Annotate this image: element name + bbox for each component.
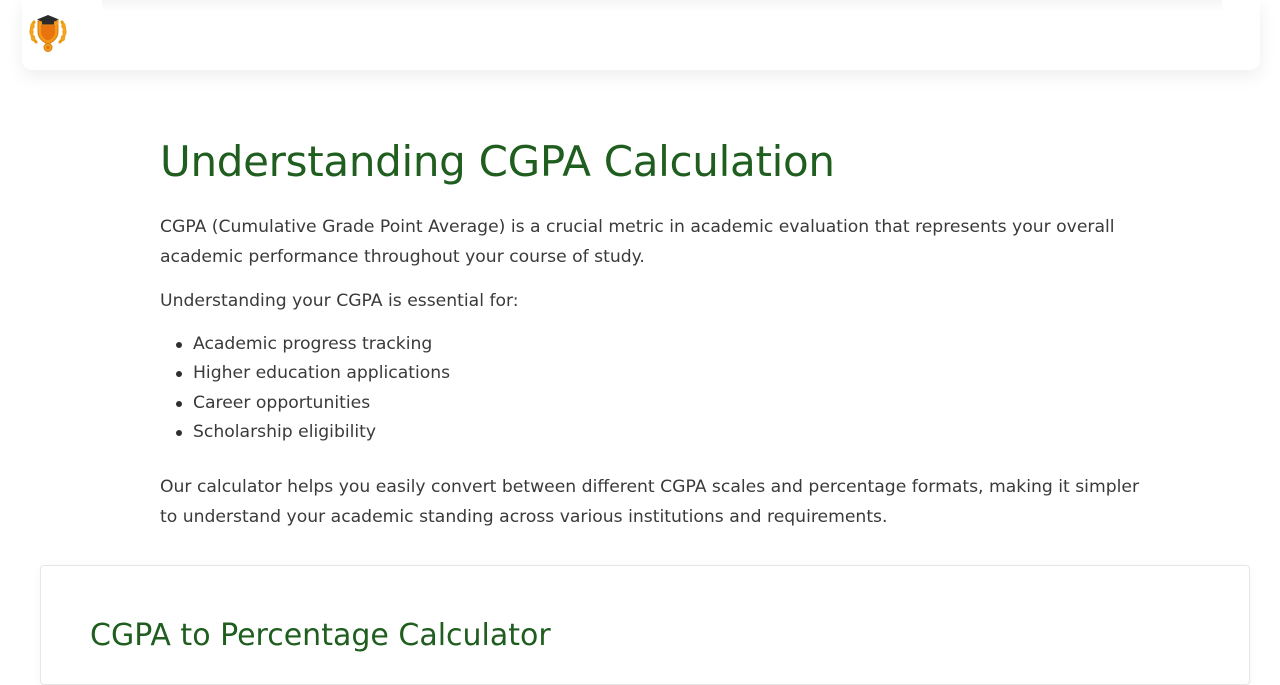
list-item: Scholarship eligibility (193, 418, 1140, 447)
outro-paragraph: Our calculator helps you easily convert between different CGPA scales and percentage formats, making it simpler to understand your academic standing across various institutions and requirements. (160, 477, 1140, 528)
list-item: Higher education applications (193, 359, 1140, 388)
benefits-list (160, 330, 1140, 447)
intro-paragraph: CGPA (Cumulative Grade Point Average) is a crucial metric in academic evaluation that represents your overall academic performance throughout your course of study. (160, 217, 1115, 267)
calculator-title: CGPA to Percentage Calculator (90, 618, 551, 653)
navbar-shadow (102, 0, 1222, 12)
list-item: Career opportunities (193, 389, 1140, 418)
list-item: Academic progress tracking (193, 330, 1140, 359)
trophy-graduation-icon (28, 12, 68, 54)
page-title: Understanding CGPA Calculation (160, 137, 835, 186)
calculator-card (40, 565, 1250, 685)
lead-paragraph: Understanding your CGPA is essential for: (160, 291, 519, 311)
article-section (160, 136, 1140, 532)
site-logo-link[interactable] (28, 12, 68, 54)
top-navbar (22, 0, 1260, 70)
